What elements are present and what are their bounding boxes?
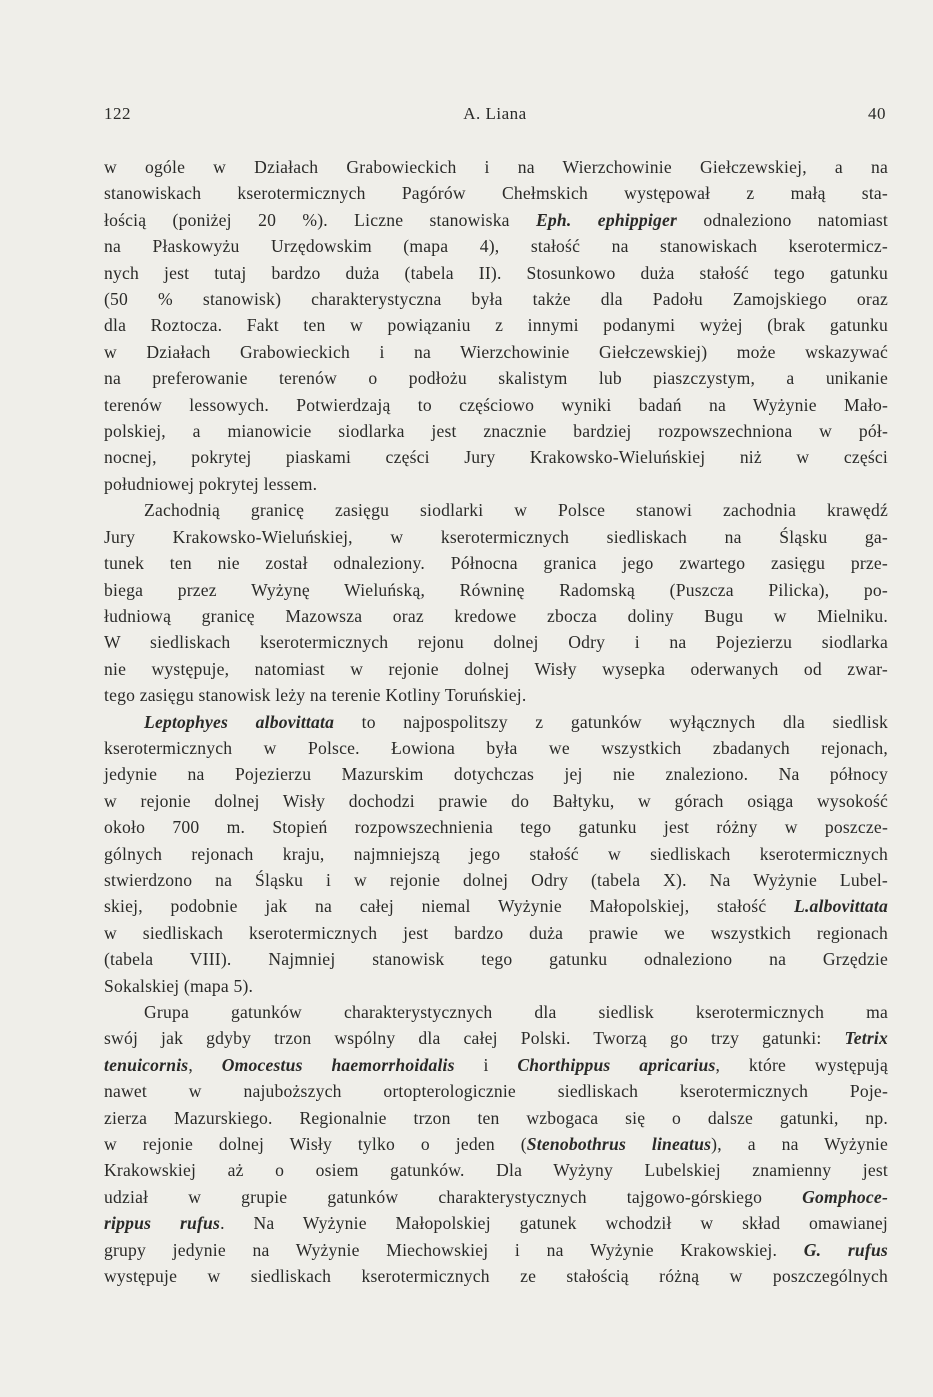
text-line: w rejonie dolnej Wisły dochodzi prawie do Bałtyku, w górach osiąga wysokość xyxy=(104,790,888,811)
text-line: (tabela VIII). Najmniej stanowisk tego gatunku odnaleziono na Grzędzie xyxy=(104,949,888,970)
text-line: występuje w siedliskach kserotermicznych ze stałością różną w poszczególnych xyxy=(104,1266,888,1287)
text-line: skiej, podobnie jak na całej niemal Wyżynie Małopolskiej, stałość L.albovittata xyxy=(104,896,888,917)
species-name: L.albovittata xyxy=(794,896,888,917)
species-name: Chorthippus apricarius xyxy=(517,1054,716,1075)
species-name: rippus rufus xyxy=(104,1213,221,1234)
running-head-author: A. Liana xyxy=(463,104,527,123)
text-line: około 700 m. Stopień rozpowszechnienia tego gatunku jest różny w poszcze- xyxy=(104,817,888,838)
species-name: Eph. ephippiger xyxy=(536,209,678,230)
text-line: Sokalskiej (mapa 5). xyxy=(104,975,254,996)
page-number: 122 xyxy=(104,104,131,123)
text-line: nie występuje, natomiast w rejonie dolnej Wisły wysepka oderwanych od zwar- xyxy=(104,658,888,679)
text-line: w rejonie dolnej Wisły tylko o jeden (Stenobothrus lineatus), a na Wyżynie xyxy=(104,1134,889,1155)
text-line: dla Roztocza. Fakt ten w powiązaniu z innymi podanymi wyżej (brak gatunku xyxy=(104,315,888,336)
text-line: stanowiskach kserotermicznych Pagórów Chełmskich występował z małą sta- xyxy=(104,183,888,204)
text-line: w Działach Grabowieckich i na Wierzchowinie Giełczewskiej) może wskazywać xyxy=(104,341,888,362)
text-line: Jury Krakowsko-Wieluńskiej, w kserotermicznych siedliskach na Śląsku ga- xyxy=(104,526,888,547)
text-line: na preferowanie terenów o podłożu skalistym lub piaszczystym, a unikanie xyxy=(104,368,888,389)
text-line: kserotermicznych w Polsce. Łowiona była we wszystkich zbadanych rejonach, xyxy=(104,737,888,758)
text-line: gólnych rejonach kraju, najmniejszą jego stałość w siedliskach kserotermicznych xyxy=(104,843,888,864)
text-line: Grupa gatunków charakterystycznych dla siedlisk kserotermicznych ma xyxy=(144,1002,888,1022)
text-line: łością (poniżej 20 %). Liczne stanowiska Eph. ephippiger odnaleziono natomiast xyxy=(104,209,889,230)
text-line: grupy jedynie na Wyżynie Miechowskiej i na Wyżynie Krakowskiej. G. rufus xyxy=(104,1239,888,1260)
text-line: udział w grupie gatunków charakterystycznych tajgowo-górskiego Gomphoce- xyxy=(104,1186,888,1207)
species-name: Leptophyes albovittata xyxy=(144,711,335,732)
text-line: rippus rufus. Na Wyżynie Małopolskiej gatunek wchodził w skład omawianej xyxy=(104,1213,888,1234)
text-line: tego zasięgu stanowisk leży na terenie Kotliny Toruńskiej. xyxy=(104,685,527,706)
text-line: Krakowskiej aż o osiem gatunków. Dla Wyżyny Lubelskiej znamienny jest xyxy=(104,1160,888,1181)
text-line: na Płaskowyżu Urzędowskim (mapa 4), stałość na stanowiskach kserotermicz- xyxy=(104,236,888,257)
text-line: łudniową granicę Mazowsza oraz kredowe zbocza doliny Bugu w Mielniku. xyxy=(104,605,888,626)
species-name: Stenobothrus lineatus xyxy=(526,1134,712,1155)
species-name: Omocestus haemorrhoidalis xyxy=(221,1054,455,1075)
body-text xyxy=(104,154,888,1289)
text-line: nawet w najuboższych ortopterologicznie siedliskach kserotermicznych Poje- xyxy=(104,1081,888,1102)
text-line: południowej pokrytej lessem. xyxy=(104,473,318,494)
species-name: G. rufus xyxy=(803,1239,888,1260)
text-line: (50 % stanowisk) charakterystyczna była także dla Padołu Zamojskiego oraz xyxy=(104,289,888,310)
text-line: jedynie na Pojezierzu Mazurskim dotychczas jej nie znaleziono. Na północy xyxy=(104,764,888,785)
running-header xyxy=(104,104,886,128)
text-line: nych jest tutaj bardzo duża (tabela II). Stosunkowo duża stałość tego gatunku xyxy=(104,262,888,283)
text-line: swój jak gdyby trzon wspólny dla całej Polski. Tworzą go trzy gatunki: Tetrix xyxy=(104,1028,888,1049)
species-name: Gomphoce- xyxy=(802,1186,888,1207)
text-line: w siedliskach kserotermicznych jest bardzo duża prawie we wszystkich regionach xyxy=(104,922,888,943)
text-line: W siedliskach kserotermicznych rejonu dolnej Odry i na Pojezierzu siodlarka xyxy=(104,632,888,653)
text-line: polskiej, a mianowicie siodlarka jest znacznie bardziej rozpowszechniona w pół- xyxy=(104,421,888,442)
journal-number: 40 xyxy=(868,104,886,123)
text-line: tenuicornis, Omocestus haemorrhoidalis i Chorthippus apricarius, które występują xyxy=(104,1054,888,1075)
text-line: terenów lessowych. Potwierdzają to częściowo wyniki badań na Wyżynie Mało- xyxy=(104,394,888,415)
text-line: w ogóle w Działach Grabowieckich i na Wierzchowinie Giełczewskiej, a na xyxy=(104,157,888,177)
species-name: Tetrix xyxy=(844,1028,888,1049)
species-name: tenuicornis xyxy=(104,1054,189,1075)
text-line: nocnej, pokrytej piaskami części Jury Krakowsko-Wieluńskiej niż w części xyxy=(104,447,888,468)
text-line: zierza Mazurskiego. Regionalnie trzon ten wzbogaca się o dalsze gatunki, np. xyxy=(104,1107,888,1128)
text-line: Leptophyes albovittata to najpospolitszy z gatunków wyłącznych dla siedlisk xyxy=(144,711,888,732)
text-line: tunek ten nie został odnaleziony. Północna granica jego zwartego zasięgu prze- xyxy=(104,553,888,574)
text-line: biega przez Wyżynę Wieluńską, Równinę Radomską (Puszcza Pilicka), po- xyxy=(104,579,888,600)
text-line: Zachodnią granicę zasięgu siodlarki w Polsce stanowi zachodnia krawędź xyxy=(144,500,888,521)
text-line: stwierdzono na Śląsku i w rejonie dolnej Odry (tabela X). Na Wyżynie Lubel- xyxy=(104,869,888,890)
